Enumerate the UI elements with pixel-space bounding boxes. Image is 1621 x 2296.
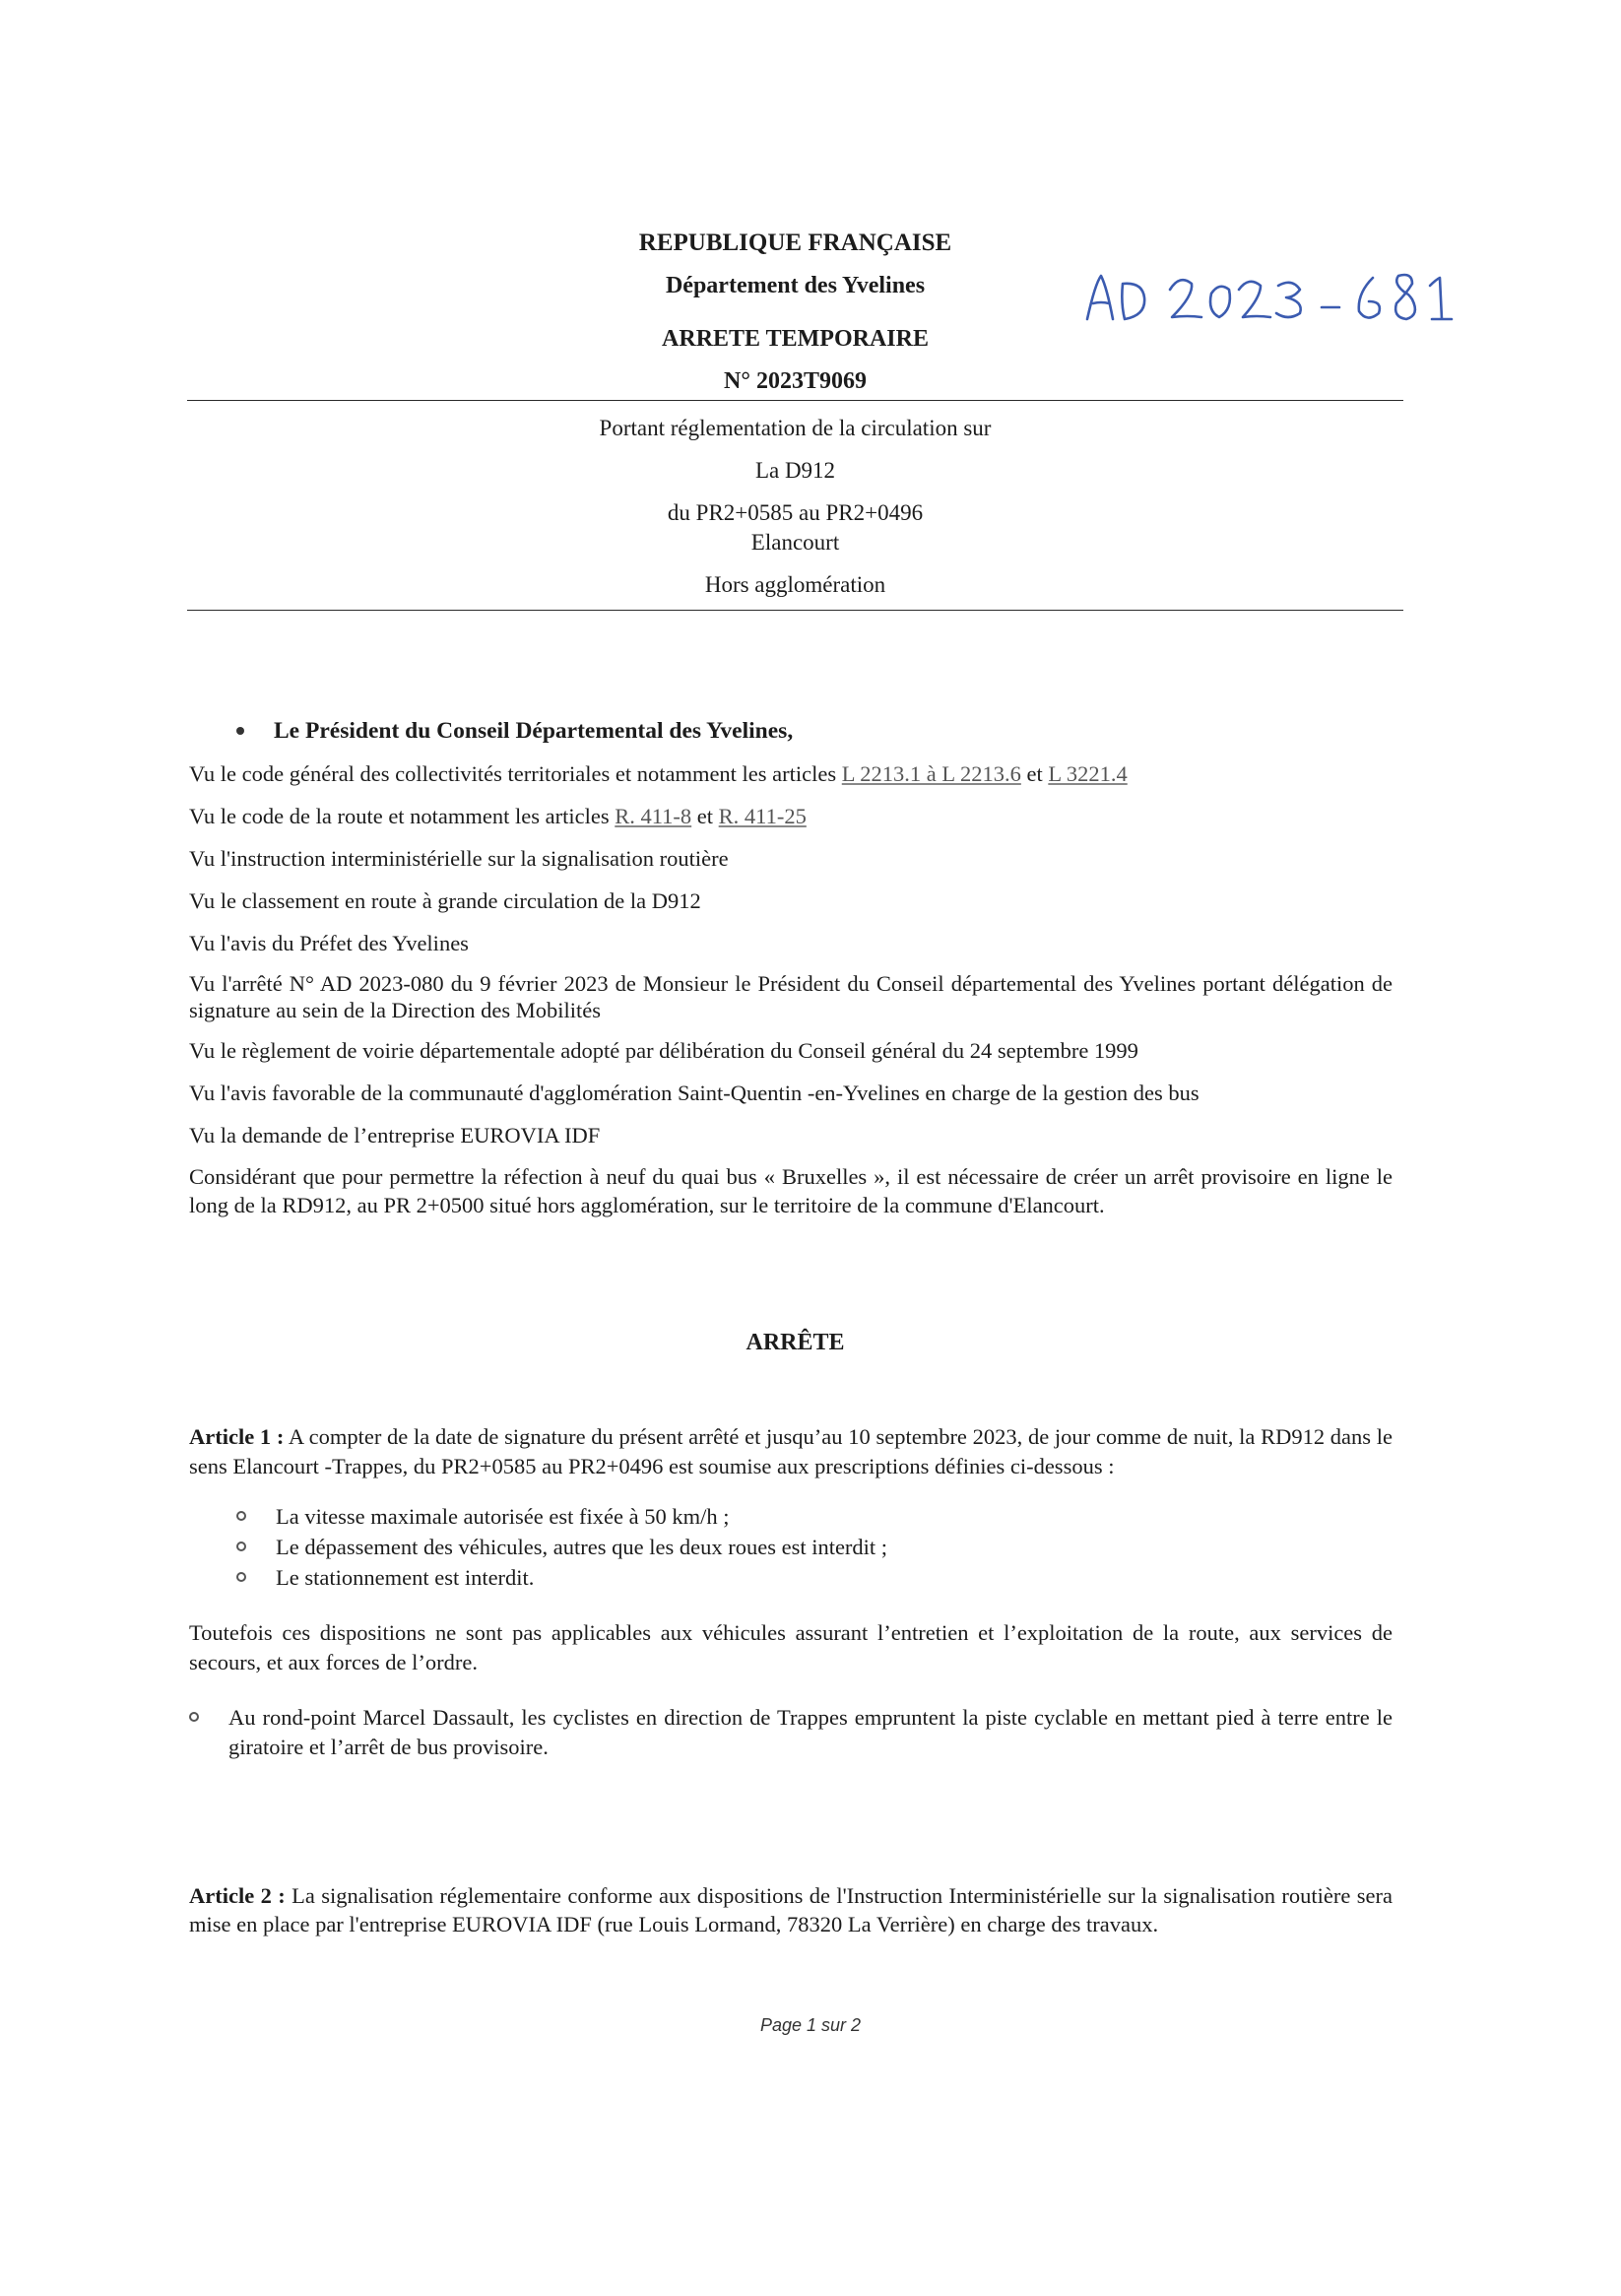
article-1-paragraph — [189, 1422, 1393, 1481]
zone-line: Hors agglomération — [704, 572, 886, 597]
vu-cgct-ref1-link[interactable]: L 2213.1 à L 2213.6 — [841, 761, 1021, 786]
header-bottom-rule — [187, 610, 1403, 611]
list-item-text: Le stationnement est interdit. — [276, 1565, 535, 1590]
vu-demande: Vu la demande de l’entreprise EUROVIA IDF — [189, 1123, 601, 1148]
vu-route-ref2-link[interactable]: R. 411-25 — [718, 804, 807, 828]
vu-reglement: Vu le règlement de voirie départementale adopté par délibération du Conseil général du 24 septembre 1999 — [189, 1038, 1138, 1063]
vu-classement: Vu le classement en route à grande circulation de la D912 — [189, 888, 701, 913]
vu-route — [189, 801, 1393, 831]
preamble-section — [189, 716, 1393, 1231]
bullet-icon — [236, 727, 244, 735]
article-2-text: La signalisation réglementaire conforme aux dispositions de l'Instruction Interministérielle sur la signalisation routière sera mise en place par l'entreprise EUROVIA IDF (rue Louis Lormand, 78320 La Verrière) en charge des travaux. — [189, 1883, 1393, 1936]
vu-cgct — [189, 758, 1393, 789]
rond-point-item — [189, 1703, 1393, 1762]
vu-cgct-and: et — [1026, 761, 1043, 786]
article-1 — [189, 1422, 1393, 1762]
road-line: La D912 — [754, 458, 836, 483]
department-title: Département des Yvelines — [665, 273, 926, 298]
article-2-label: Article 2 : — [189, 1883, 286, 1908]
article-2-paragraph — [189, 1881, 1393, 1938]
list-item-text: La vitesse maximale autorisée est fixée à 50 km/h ; — [276, 1504, 730, 1529]
vu-route-ref1-link[interactable]: R. 411-8 — [615, 804, 692, 828]
list-item — [236, 1532, 1393, 1562]
vu-cgct-text: Vu le code général des collectivités territoriales et notamment les articles — [189, 761, 837, 786]
considerant-paragraph: Considérant que pour permettre la réfection à neuf du quai bus « Bruxelles », il est nécessaire de créer un arrêt provisoire en ligne le long de la RD912, au PR 2+0500 situé hors agglomération, sur le territoire de la commune d'Elancourt. — [189, 1164, 1393, 1217]
subject-line: Portant réglementation de la circulation sur — [599, 416, 992, 440]
article-1-label: Article 1 : — [189, 1424, 285, 1449]
vu-delegation: Vu l'arrêté N° AD 2023-080 du 9 février 2023 de Monsieur le Président du Conseil départemental des Yvelines portant délégation de signature au sein de la Direction des Mobilités — [189, 971, 1393, 1022]
list-item — [236, 1501, 1393, 1532]
header-top-rule — [187, 400, 1403, 401]
vu-route-and: et — [696, 804, 714, 828]
president-text: Le Président du Conseil Départemental des Yvelines, — [274, 718, 794, 744]
arrete-title: ARRÊTE — [746, 1330, 845, 1355]
article-1-text: A compter de la date de signature du présent arrêté et jusqu’au 10 septembre 2023, de jour comme de nuit, la RD912 dans le sens Elancourt -Trappes, du PR2+0585 au PR2+0496 est soumise aux prescriptions définies ci-dessous : — [189, 1424, 1393, 1478]
toutefois-paragraph: Toutefois ces dispositions ne sont pas applicables aux véhicules assurant l’entretien et l’exploitation de la route, aux services de secours, et aux forces de l’ordre. — [189, 1620, 1393, 1674]
page-number: Page 1 sur 2 — [759, 2015, 862, 2035]
doc-type-title: ARRETE TEMPORAIRE — [662, 326, 929, 352]
range-line: du PR2+0585 au PR2+0496 — [667, 500, 924, 525]
republic-title: REPUBLIQUE FRANÇAISE — [638, 230, 952, 256]
arrete-number: N° 2023T9069 — [724, 368, 867, 394]
vu-prefet: Vu l'avis du Préfet des Yvelines — [189, 931, 469, 955]
bullet-icon — [189, 1712, 199, 1722]
handwritten-reference — [1081, 264, 1456, 333]
vu-cgct-ref2-link[interactable]: L 3221.4 — [1048, 761, 1128, 786]
list-item-text: Le dépassement des véhicules, autres que les deux roues est interdit ; — [276, 1535, 888, 1559]
bullet-icon — [236, 1542, 246, 1551]
bullet-icon — [236, 1572, 246, 1582]
president-line — [236, 716, 1393, 747]
article-2 — [189, 1881, 1393, 1938]
town-line: Elancourt — [750, 530, 840, 555]
list-item — [236, 1562, 1393, 1593]
vu-communaute: Vu l'avis favorable de la communauté d'agglomération Saint-Quentin -en-Yvelines en charge de la gestion des bus — [189, 1081, 1200, 1105]
rond-point-text: Au rond-point Marcel Dassault, les cyclistes en direction de Trappes empruntent la piste cyclable en mettant pied à terre entre le giratoire et l’arrêt de bus provisoire. — [228, 1705, 1393, 1759]
bullet-icon — [236, 1511, 246, 1521]
article-1-list — [236, 1501, 1393, 1593]
vu-route-text: Vu le code de la route et notamment les articles — [189, 804, 610, 828]
vu-instruction: Vu l'instruction interministérielle sur la signalisation routière — [189, 846, 729, 871]
